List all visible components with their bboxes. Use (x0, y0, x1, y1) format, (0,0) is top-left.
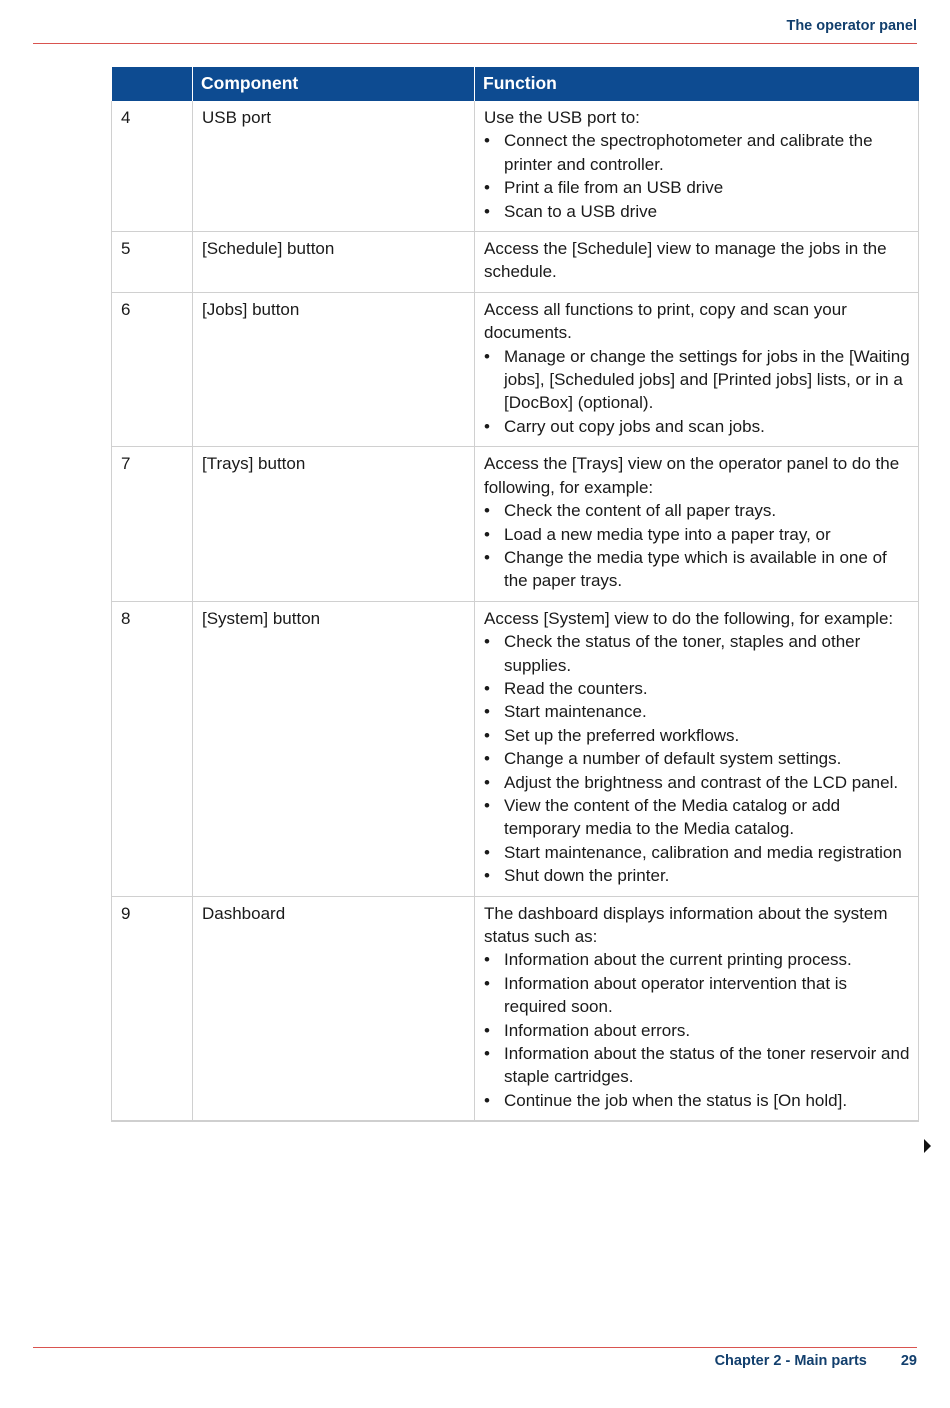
table-row (112, 896, 919, 1121)
row-number: 4 (112, 101, 193, 232)
table-header-row (112, 67, 919, 101)
row-number: 7 (112, 447, 193, 601)
function-intro: The dashboard displays information about the system status such as: (484, 903, 888, 946)
function-bullet-item: • Manage or change the settings for jobs in the [Waiting jobs], [Scheduled jobs] and [Printed jobs] lists, or in a [DocBox] (optional). (484, 345, 910, 415)
header-rule (33, 43, 917, 44)
row-number: 6 (112, 292, 193, 446)
function-intro: Access the [Trays] view on the operator panel to do the following, for example: (484, 454, 900, 497)
continue-arrow-icon (924, 1139, 931, 1153)
page-number: 29 (900, 1353, 917, 1369)
function-bullet-list (484, 499, 910, 593)
function-bullet-item: • Continue the job when the status is [On hold]. (484, 1089, 910, 1112)
function-description (475, 101, 919, 232)
footer-rule (33, 1347, 917, 1348)
function-bullet-item: • Check the content of all paper trays. (484, 499, 910, 522)
table-row (112, 447, 919, 601)
function-bullet-item: • Shut down the printer. (484, 864, 910, 887)
function-bullet-item: • Set up the preferred workflows. (484, 724, 910, 747)
function-intro: Use the USB port to: (484, 108, 640, 127)
table-row (112, 101, 919, 232)
component-name: USB port (193, 101, 475, 232)
function-bullet-item: • Start maintenance, calibration and media registration (484, 841, 910, 864)
function-bullet-item: • Information about the current printing process. (484, 948, 910, 971)
function-intro: Access the [Schedule] view to manage the jobs in the schedule. (484, 239, 887, 282)
function-bullet-item: • Read the counters. (484, 677, 910, 700)
function-bullet-list (484, 129, 910, 223)
function-bullet-item: • View the content of the Media catalog or add temporary media to the Media catalog. (484, 794, 910, 841)
row-number: 5 (112, 232, 193, 293)
component-name: [Schedule] button (193, 232, 475, 293)
function-description (475, 896, 919, 1121)
function-bullet-item: • Information about the status of the toner reservoir and staple cartridges. (484, 1042, 910, 1089)
table-row (112, 292, 919, 446)
row-number: 8 (112, 601, 193, 896)
component-function-table (111, 67, 919, 1122)
function-bullet-item: • Print a file from an USB drive (484, 176, 910, 199)
header-component: Component (193, 67, 475, 101)
header-function: Function (475, 67, 919, 101)
function-bullet-item: • Information about operator intervention that is required soon. (484, 972, 910, 1019)
function-intro: Access [System] view to do the following, for example: (484, 608, 894, 628)
component-name: [System] button (193, 601, 475, 896)
component-name: [Trays] button (193, 447, 475, 601)
function-bullet-item: • Change a number of default system settings. (484, 747, 910, 770)
table-row (112, 232, 919, 293)
function-bullet-item: • Load a new media type into a paper tray, or (484, 523, 910, 546)
function-description (475, 601, 919, 896)
function-bullet-item: • Information about errors. (484, 1019, 910, 1042)
function-bullet-item: • Scan to a USB drive (484, 200, 910, 223)
page-footer (715, 1353, 917, 1369)
function-description (475, 447, 919, 601)
function-bullet-item: • Change the media type which is available in one of the paper trays. (484, 546, 910, 593)
component-name: Dashboard (193, 896, 475, 1121)
function-bullet-list (484, 630, 910, 887)
function-bullet-item: • Start maintenance. (484, 700, 910, 723)
header-number (112, 67, 193, 101)
function-bullet-item: • Connect the spectrophotometer and calibrate the printer and controller. (484, 129, 910, 176)
function-bullet-item: • Check the status of the toner, staples and other supplies. (484, 630, 910, 677)
footer-chapter: Chapter 2 - Main parts (714, 1353, 867, 1369)
row-number: 9 (112, 896, 193, 1121)
table-body (112, 101, 919, 1121)
component-name: [Jobs] button (193, 292, 475, 446)
function-bullet-list (484, 345, 910, 439)
function-bullet-item: • Carry out copy jobs and scan jobs. (484, 415, 910, 438)
function-bullet-list (484, 948, 910, 1112)
function-intro: Access all functions to print, copy and scan your documents. (484, 299, 847, 343)
running-head-title: The operator panel (786, 18, 917, 34)
function-description (475, 232, 919, 293)
function-description (475, 292, 919, 446)
function-bullet-item: • Adjust the brightness and contrast of the LCD panel. (484, 771, 910, 794)
table-row (112, 601, 919, 896)
